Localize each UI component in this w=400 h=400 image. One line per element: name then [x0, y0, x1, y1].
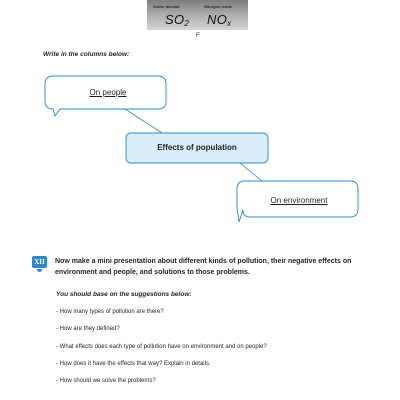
left-box-label: On people	[89, 88, 127, 97]
suggestion-item: - How should we solve the problems?	[56, 378, 156, 384]
suggestions-heading: You should base on the suggestions below:	[56, 291, 192, 298]
figure-label: F	[196, 33, 200, 39]
badge-pin-icon	[37, 269, 42, 272]
center-box-label: Effects of population	[157, 143, 237, 152]
task-number-badge: XII	[32, 256, 47, 268]
suggestion-item: - How many types of pollution are there?	[56, 309, 164, 315]
connector-left	[122, 107, 162, 133]
gas1-name: Sulfur dioxide	[153, 4, 180, 9]
gas2-name: Nitrogen oxide	[204, 4, 233, 9]
gas2-formula: $NO_x$	[207, 12, 232, 28]
instruction-text: Write in the columns below:	[43, 51, 130, 58]
task-text: Now make a mini presentation about different kinds of pollution, their negative effects on environment and people, and solutions to those problems.	[55, 258, 352, 276]
suggestion-item: - What effects does each type of pollution have on environment and on people?	[56, 344, 267, 350]
gas1-formula: $SO_2$	[165, 12, 190, 28]
suggestion-item: - How are they defined?	[56, 326, 120, 332]
suggestion-item: - How does it have the effects that way? Explain in details.	[56, 361, 211, 367]
right-box-label: On environment	[270, 196, 328, 205]
connector-right	[240, 163, 262, 181]
